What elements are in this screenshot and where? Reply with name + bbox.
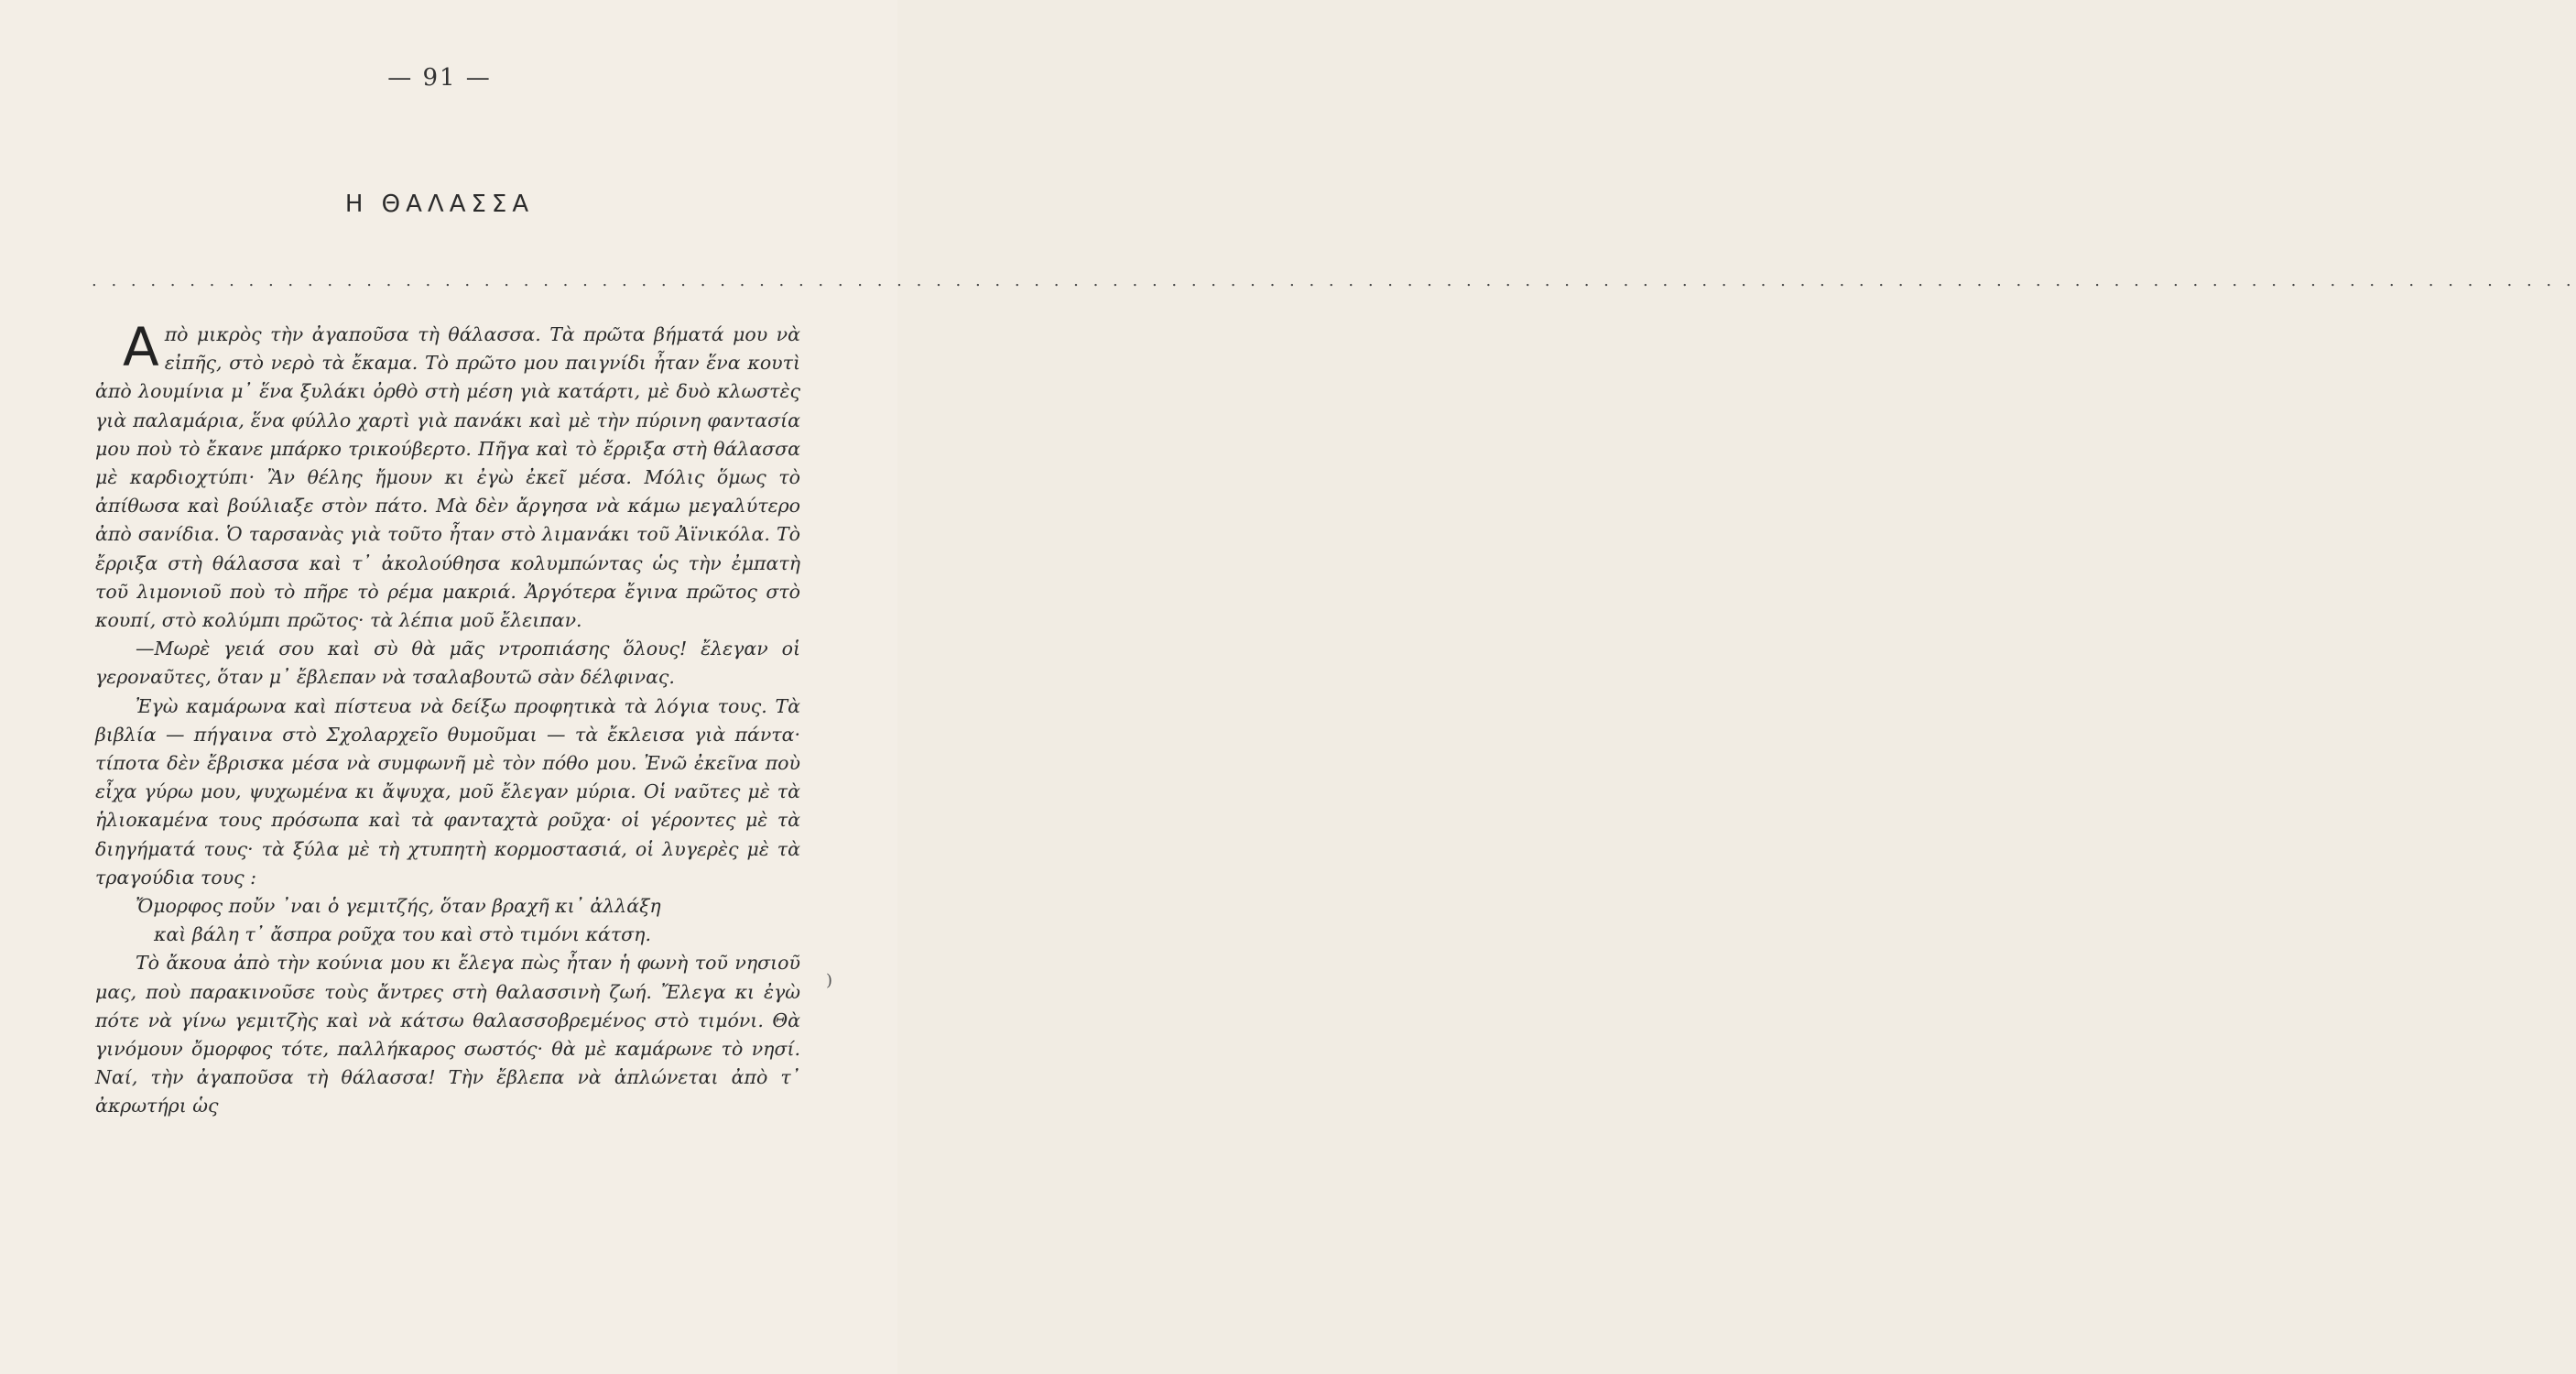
- song-verse: [95, 892, 800, 949]
- dotted-separator: . . . . . . . . . . . . . . . . . . . . . . . . . . . . . . . . . . . . . . . . . . . . . . . . . . . . . . . . . . . . . . . . . . . . . . . . . . . . . . . . . . . . . . . . . . . . . . . . . . . . . . . . . . . . . . . . . . . . . . . . . . . . . . .: [92, 271, 2576, 290]
- paragraph-1: [95, 316, 800, 635]
- verse-line-2: καὶ βάλη τ᾿ ἄσπρα ροῦχα του καὶ στὸ τιμόνι κάτση.: [154, 923, 651, 946]
- page-number: — 91 —: [387, 64, 492, 92]
- verse-line-1: Ὄμορφος ποὔν ᾿ναι ὁ γεμιτζής, ὅταν βραχῆ κι᾿ ἀλλάξη: [136, 895, 661, 918]
- paragraph-2: —Μωρὲ γειά σου καὶ σὺ θὰ μᾶς ντροπιάσης ὅλους! ἔλεγαν οἱ γεροναῦτες, ὅταν μ᾿ ἔβλεπαν νὰ τσαλαβουτῶ σὰν δέλφινας.: [95, 638, 800, 689]
- paragraph-4: Τὸ ἄκουα ἀπὸ τὴν κούνια μου κι ἔλεγα πὼς ἦταν ἡ φωνὴ τοῦ νησιοῦ μας, ποὺ παρακινοῦσε τοὺς ἄντρες στὴ θαλασσινὴ ζωή. Ἔλεγα κι ἐγὼ πότε νὰ γίνω γεμιτζὴς καὶ νὰ κάτσω θαλασσοβρεμένος στὸ τιμόνι. Θὰ γινόμουν ὄμορφος τότε, παλλήκαρος σωστός· θὰ μὲ καμάρωνε τὸ νησί. Ναί, τὴν ἀγαποῦσα τὴ θάλασσα! Τὴν ἔβλεπα νὰ ἁπλώνεται ἀπὸ τ᾿ ἀκρωτήρι ὡς: [95, 952, 800, 1118]
- paragraph-1-text: πὸ μικρὸς τὴν ἀγαποῦσα τὴ θάλασσα. Τὰ πρῶτα βήματά μου νὰ εἰπῆς, στὸ νερὸ τὰ ἔκαμα. Τὸ πρῶτο μου παιγνίδι ἦταν ἕνα κουτὶ ἀπὸ λουμίνια μ᾿ ἕνα ξυλάκι ὀρθὸ στὴ μέση γιὰ κατάρτι, μὲ δυὸ κλωστὲς γιὰ παλαμάρια, ἕνα φύλλο χαρτὶ γιὰ πανάκι καὶ μὲ τὴν πύρινη φαντασία μου ποὺ τὸ ἔκανε μπάρκο τρικούβερτο. Πῆγα καὶ τὸ ἔρριξα στὴ θάλασσα μὲ καρδιοχτύπι· Ἂν θέλης ἤμουν κι ἐγὼ ἐκεῖ μέσα. Μόλις ὅμως τὸ ἀπίθωσα καὶ βούλιαξε στὸν πάτο. Μὰ δὲν ἄργησα νὰ κάμω μεγαλύτερο ἀπὸ σανίδια. Ὁ ταρσανὰς γιὰ τοῦτο ἦταν στὸ λιμανάκι τοῦ Ἀϊνικόλα. Τὸ ἔρριξα στὴ θάλασσα καὶ τ᾿ ἀκολούθησα κολυμπώντας ὡς τὴν ἐμπατὴ τοῦ λιμονιοῦ ποὺ τὸ πῆρε τὸ ρέμα μακριά. Ἀργότερα ἔγινα πρῶτος στὸ κουπί, στὸ κολύμπι πρῶτος· τὰ λέπια μοῦ ἔλειπαν.: [95, 323, 800, 632]
- paragraph-3: Ἐγὼ καμάρωνα καὶ πίστευα νὰ δείξω προφητικὰ τὰ λόγια τους. Τὰ βιβλία — πήγαινα στὸ Σχολαρχεῖο θυμοῦμαι — τὰ ἔκλεισα γιὰ πάντα· τίποτα δὲν ἔβρισκα μέσα νὰ συμφωνῆ μὲ τὸν πόθο μου. Ἐνῶ ἐκεῖνα ποὺ εἶχα γύρω μου, ψυχωμένα κι ἄψυχα, μοῦ ἔλεγαν μύρια. Οἱ ναῦτες μὲ τὰ ἡλιοκαμένα τους πρόσωπα καὶ τὰ φανταχτὰ ροῦχα· οἱ γέροντες μὲ τὰ διηγήματά τους· τὰ ξύλα μὲ τὴ χτυπητὴ κορμοστασιά, οἱ λυγερὲς μὲ τὰ τραγούδια τους :: [95, 694, 800, 889]
- margin-mark: ): [826, 971, 833, 990]
- body-text: [95, 316, 800, 1121]
- chapter-title: Η ΘΑΛΑΣΣΑ: [344, 191, 535, 218]
- drop-cap: Α: [123, 316, 159, 378]
